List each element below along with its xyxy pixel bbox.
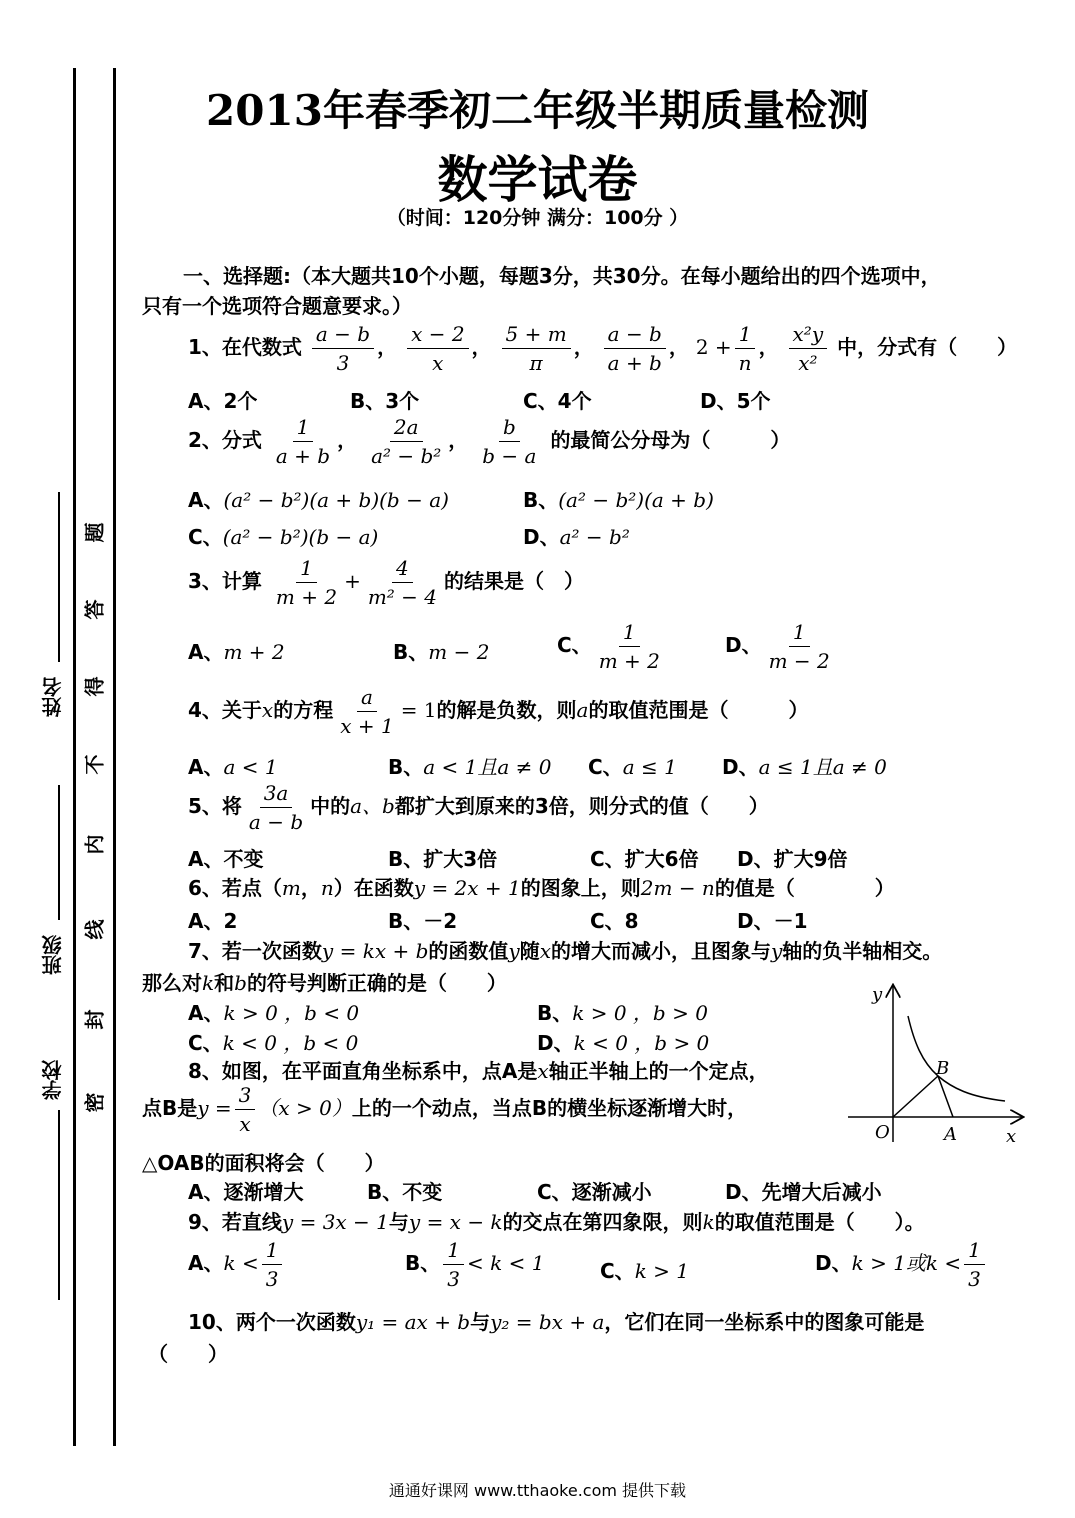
q9-option-b[interactable]: B、 $\frac{1}{3}$ < k < 1	[405, 1238, 545, 1291]
seal-char: 答	[82, 599, 107, 620]
fraction: $\frac{2a}{\text{a² − b²}}$	[371, 415, 442, 468]
question-7-line1: 7、若一次函数y = kx + b的函数值y随x的增大而减小，且图象与y轴的负半轴相交。	[188, 939, 943, 963]
binding-line-inner	[113, 68, 116, 1446]
q5-option-c[interactable]: C、扩大6倍	[590, 847, 699, 871]
q1-option-c[interactable]: C、4个	[523, 389, 592, 413]
q6-option-a[interactable]: A、2	[188, 909, 238, 933]
question-8-line1: 8、如图，在平面直角坐标系中，点A是x轴正半轴上的一个定点，	[188, 1059, 769, 1083]
exam-info: （时间：120分钟 满分：100分 ）	[386, 207, 689, 229]
q8-option-c[interactable]: C、逐渐减小	[537, 1180, 652, 1204]
fraction: $\frac{a}{x + 1}$	[340, 685, 394, 738]
q1-option-d[interactable]: D、5个	[700, 389, 771, 413]
fraction: $\frac{a - b}{3}$	[312, 322, 374, 375]
fraction: $\frac{b}{b - a}$	[482, 415, 537, 468]
fraction: $\frac{1}{n}$	[735, 322, 756, 375]
q5-option-d[interactable]: D、扩大9倍	[737, 847, 848, 871]
seal-char: 密	[82, 1092, 107, 1113]
q2-option-b[interactable]: B、(a² − b²)(a + b)	[523, 488, 714, 512]
exam-title: 2013年春季初二年级半期质量检测	[206, 86, 869, 135]
q8-option-d[interactable]: D、先增大后减小	[725, 1180, 882, 1204]
question-8-line2: 点B是y = $\frac{3}{x}$ （x > 0）上的一个动点，当点B的横坐标逐渐增大时，	[142, 1083, 748, 1136]
fraction: $\frac{1}{a + b}$	[275, 415, 331, 468]
fraction: $\frac{5 + m}{\pi}$	[502, 322, 571, 375]
fraction: $\frac{1}{m + 2}$	[275, 556, 338, 609]
question-9: 9、若直线y = 3x − 1与y = x − k的交点在第四象限，则k的取值范围是（ ）。	[188, 1210, 925, 1234]
question-3: 3、计算 $\frac{1}{m + 2}$ + $\frac{4}{\text{m² − 4}}$ 的结果是（ ）	[188, 556, 585, 609]
seal-char: 得	[82, 676, 107, 697]
school-label: 学校	[41, 1060, 65, 1100]
fraction: $\frac{\text{x²y}}{\text{x²}}$	[789, 322, 828, 375]
question-6: 6、若点（m，n）在函数y = 2x + 1的图象上，则2m − n的值是（ ）	[188, 876, 895, 900]
question-2: 2、分式 $\frac{1}{a + b}$ ， $\frac{2a}{\text{a² − b²}}$ ， $\frac{b}{b - a}$ 的最简公分母为（ ）	[188, 415, 791, 468]
q5-option-a[interactable]: A、不变	[188, 847, 264, 871]
graph-label-b: B	[936, 1058, 950, 1079]
name-underline	[58, 492, 60, 662]
q9-option-c[interactable]: C、k > 1	[600, 1259, 690, 1283]
q4-option-c[interactable]: C、a ≤ 1	[588, 755, 677, 779]
fraction: $\frac{3a}{a - b}$	[248, 781, 304, 834]
q4-option-a[interactable]: A、a < 1	[188, 755, 278, 779]
section-heading-line1: 一、选择题:（本大题共10个小题，每题3分，共30分。在每小题给出的四个选项中，	[183, 264, 941, 288]
seal-char: 内	[82, 834, 107, 855]
q8-option-a[interactable]: A、逐渐增大	[188, 1180, 304, 1204]
q7-option-b[interactable]: B、k > 0 ，b > 0	[537, 1001, 708, 1025]
name-label: 姓名	[41, 677, 65, 717]
q4-option-d[interactable]: D、a ≤ 1且a ≠ 0	[722, 755, 887, 779]
q6-option-d[interactable]: D、－1	[737, 909, 808, 933]
question-10-line2: （ ）	[148, 1342, 228, 1366]
q3-option-c[interactable]: C、 $\frac{1}{m + 2}$	[557, 620, 667, 673]
q2-option-a[interactable]: A、(a² − b²)(a + b)(b − a)	[188, 488, 449, 512]
exam-subtitle: 数学试卷	[437, 151, 638, 209]
question-10: 10、两个一次函数y₁ = ax + b与y₂ = bx + a，它们在同一坐标系中的图象可能是	[188, 1310, 925, 1334]
q3-option-b[interactable]: B、m − 2	[393, 640, 490, 664]
class-underline	[58, 785, 60, 920]
seal-char: 题	[82, 522, 107, 543]
fraction: $\frac{1}{3}$	[443, 1238, 464, 1291]
graph-label-y: y	[872, 984, 883, 1005]
question-4: 4、关于x的方程 $\frac{a}{x + 1}$ = 1的解是负数，则a的取值范围是（ ）	[188, 685, 809, 738]
q1-option-b[interactable]: B、3个	[350, 389, 420, 413]
q6-option-c[interactable]: C、8	[590, 909, 639, 933]
q7-option-d[interactable]: D、k < 0 ，b > 0	[537, 1031, 710, 1055]
fraction: $\frac{1}{m + 2}$	[598, 620, 660, 673]
question-5: 5、将 $\frac{3a}{a - b}$ 中的a、b都扩大到原来的3倍，则分式的值（ ）	[188, 781, 769, 834]
q9-option-d[interactable]: D、k > 1或k < $\frac{1}{3}$	[815, 1238, 988, 1291]
class-label: 班级	[41, 935, 65, 975]
graph-label-a: A	[944, 1124, 957, 1145]
page-footer: 通通好课网 www.tthaoke.com 提供下载	[388, 1481, 687, 1500]
graph-label-x: x	[1006, 1126, 1017, 1147]
fraction: $\frac{1}{m - 2}$	[768, 620, 830, 673]
q8-option-b[interactable]: B、不变	[367, 1180, 443, 1204]
question-7-line2: 那么对k和b的符号判断正确的是（ ）	[142, 971, 507, 995]
fraction: $\frac{1}{3}$	[964, 1238, 985, 1291]
fraction: $\frac{4}{\text{m² − 4}}$	[367, 556, 438, 609]
q3-option-d[interactable]: D、 $\frac{1}{m - 2}$	[725, 620, 837, 673]
q7-option-a[interactable]: A、k > 0 ，b < 0	[188, 1001, 360, 1025]
seal-char: 不	[82, 754, 107, 775]
section-heading-line2: 只有一个选项符合题意要求。）	[142, 294, 412, 318]
graph-label-o: O	[875, 1122, 890, 1143]
q6-option-b[interactable]: B、－2	[388, 909, 458, 933]
binding-line-outer	[73, 68, 76, 1446]
q9-option-a[interactable]: A、k < $\frac{1}{3}$	[188, 1238, 285, 1291]
q3-option-a[interactable]: A、m + 2	[188, 640, 285, 664]
question-1: 1、在代数式 $\frac{a - b}{3}$ ， $\frac{x - 2}{x}$ ， $\frac{5 + m}{\pi}$ ， $\frac{a - b}{a + b}$ ， 2 + $\frac{1}{n}$ ， $\frac{\text{x²y}}{\text{x²}}$ 中，分式有（ ）	[188, 322, 1018, 375]
seal-char: 封	[82, 1009, 107, 1030]
fraction: $\frac{1}{3}$	[262, 1238, 283, 1291]
school-underline	[58, 1110, 60, 1300]
q7-option-c[interactable]: C、k < 0 ，b < 0	[188, 1031, 359, 1055]
q8-graph	[840, 980, 1030, 1150]
segment-ob	[893, 1076, 938, 1117]
fraction: $\frac{x - 2}{x}$	[407, 322, 468, 375]
fraction: $\frac{a - b}{a + b}$	[604, 322, 666, 375]
q4-option-b[interactable]: B、a < 1且a ≠ 0	[388, 755, 552, 779]
q2-option-c[interactable]: C、(a² − b²)(b − a)	[188, 525, 379, 549]
q1-option-a[interactable]: A、2个	[188, 389, 258, 413]
seal-char: 线	[82, 919, 107, 940]
q5-option-b[interactable]: B、扩大3倍	[388, 847, 498, 871]
q2-option-d[interactable]: D、a² − b²	[523, 525, 630, 549]
hyperbola-curve	[908, 1016, 1005, 1101]
question-8-line3: △OAB的面积将会（ ）	[142, 1151, 385, 1175]
fraction: $\frac{3}{x}$	[235, 1083, 256, 1136]
